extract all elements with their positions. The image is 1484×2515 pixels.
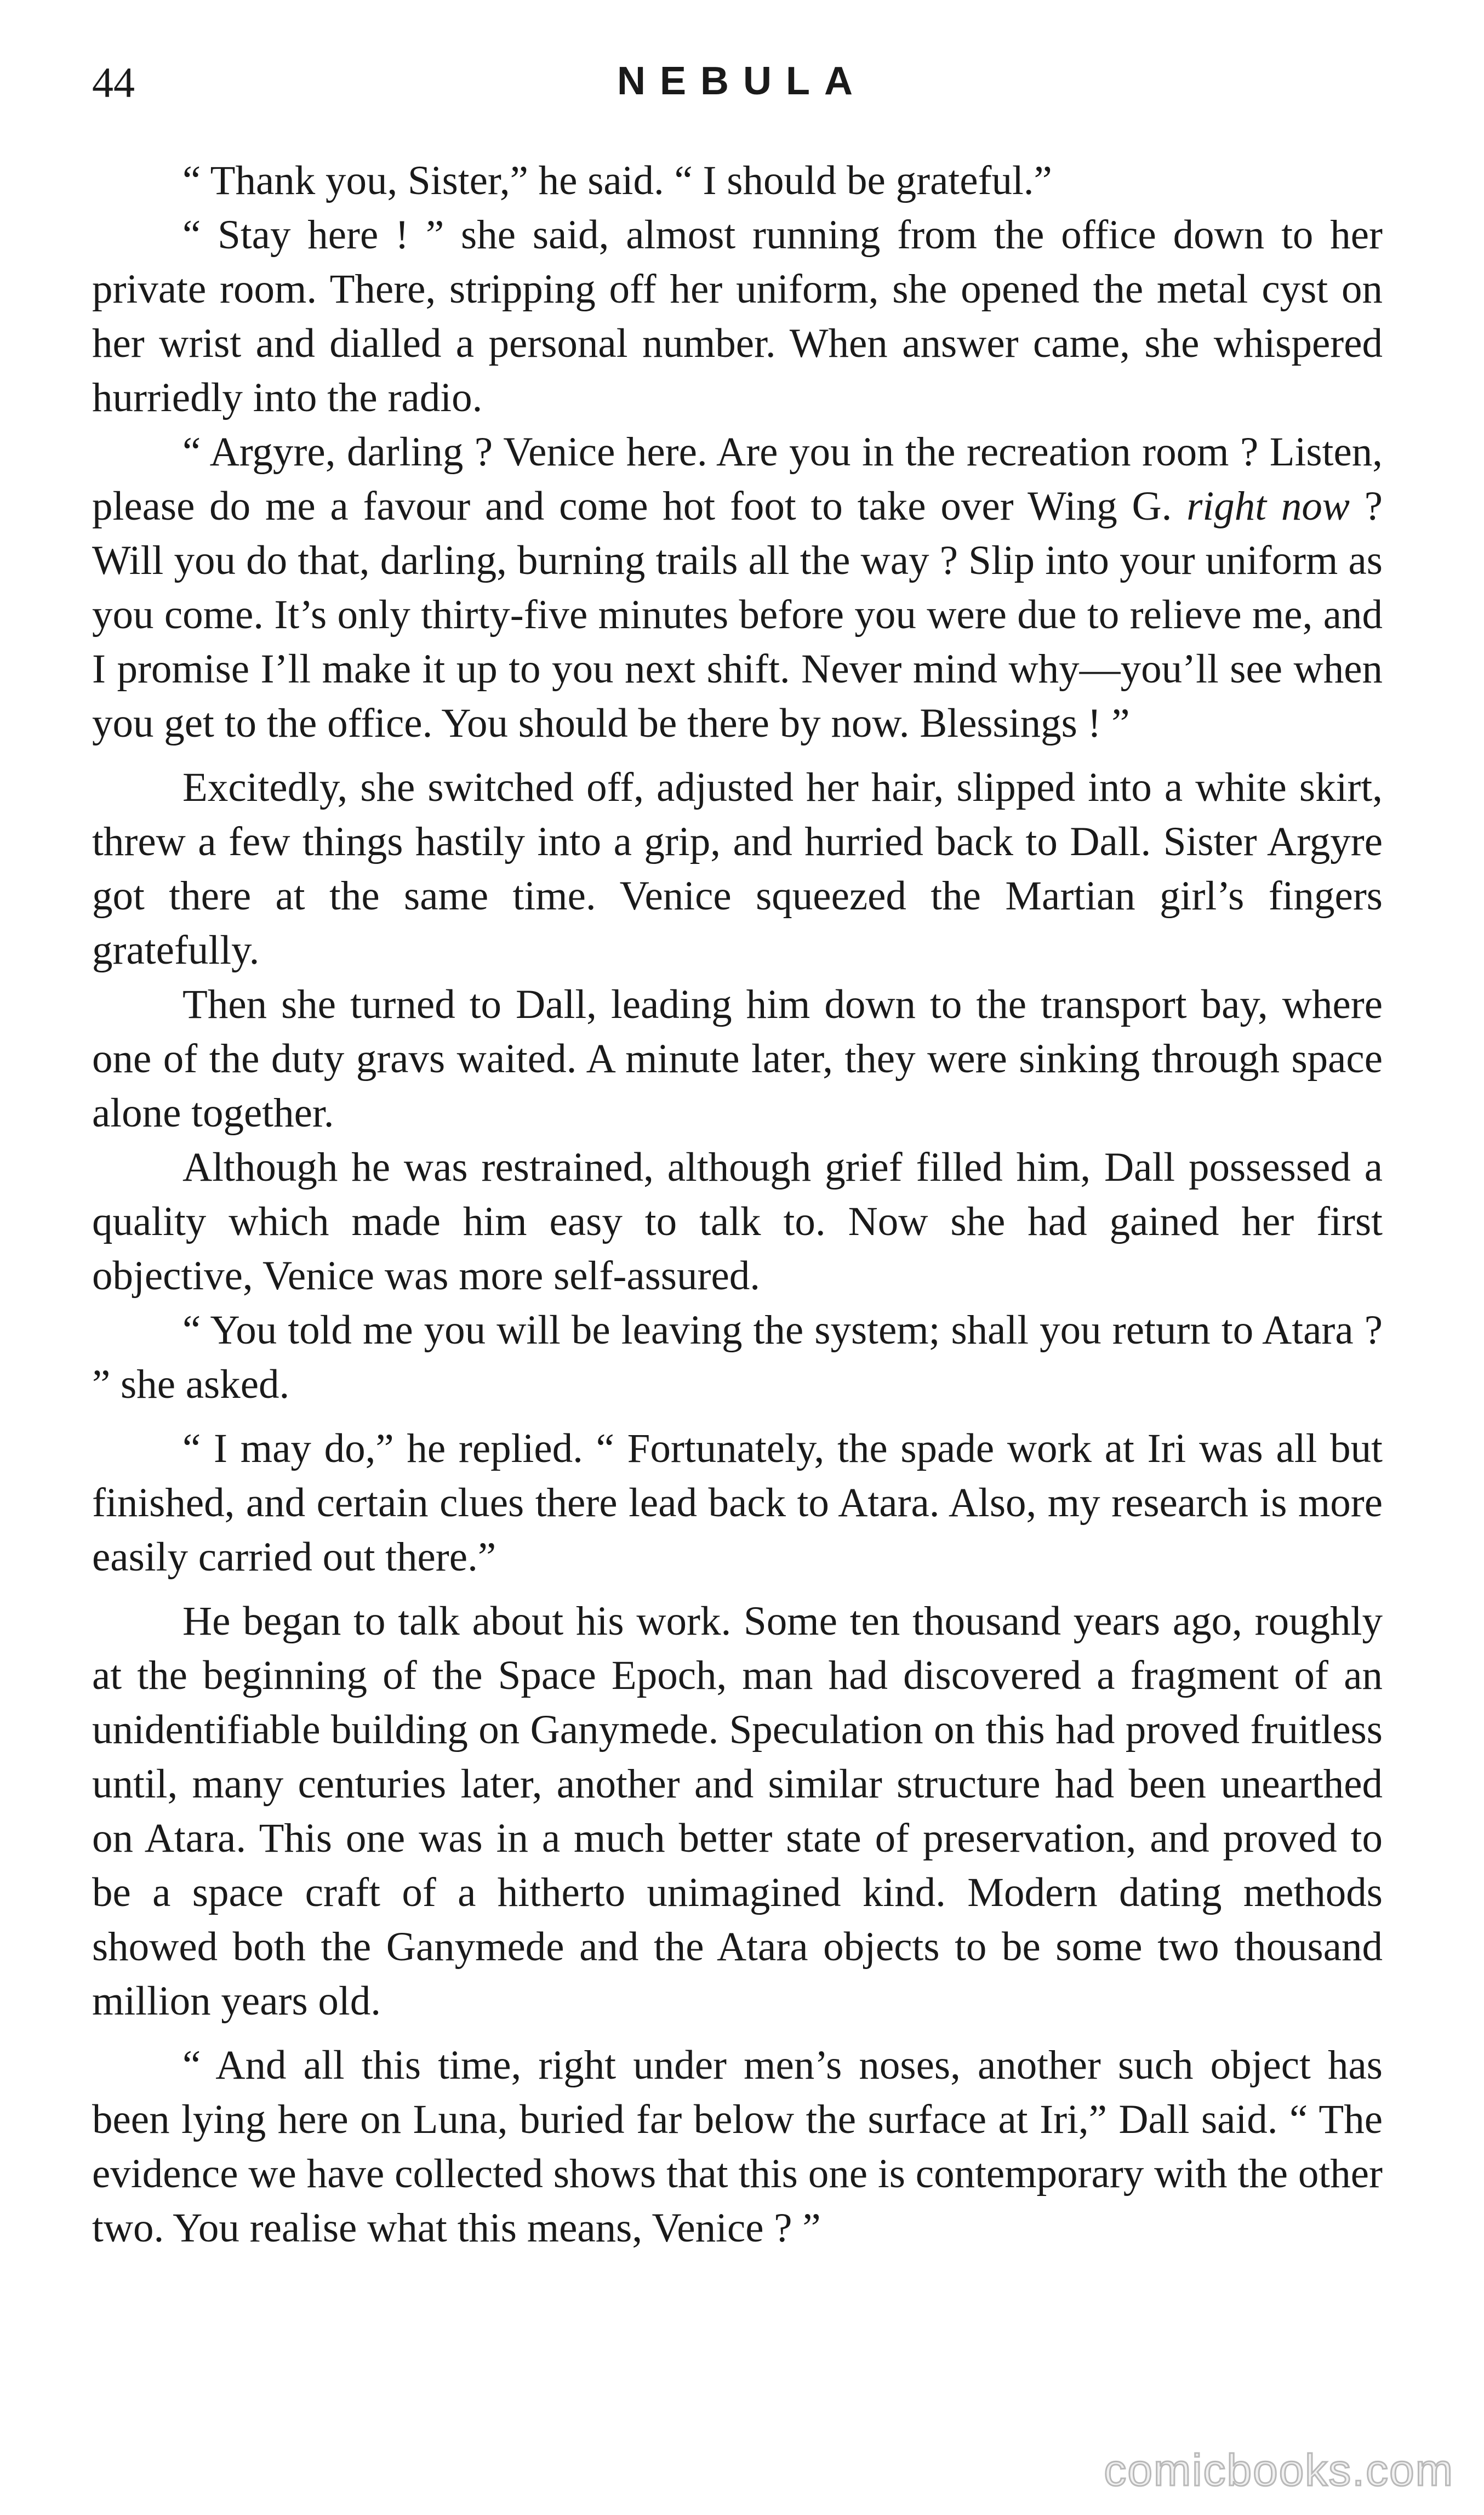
paragraph-10 [92, 2038, 1383, 2255]
watermark: comicbooks.com [1104, 2445, 1454, 2495]
paragraph-9-text: He began to talk about his work. Some ten thousand years ago, roughly at the beginning of the Space Epoch, man had discovered a fragment of an unidentifiable building on Ganymede. Speculation on this had proved fruitless until, many centuries later, another and similar structure had been unearthed on Atara. This one was in a much better state of preservation, and proved to be a space craft of a hitherto unimagined kind. Modern dating methods showed both the Ganymede and the Atara objects to be some two thousand million years old. [92, 1598, 1383, 2024]
paragraph-6 [92, 1140, 1383, 1303]
paragraph-8-text: “ I may do,” he replied. “ Fortunately, the spade work at Iri was all but finished, and certain clues there lead back to Atara. Also, my research is more easily carried out there.” [92, 1426, 1383, 1580]
paragraph-5 [92, 977, 1383, 1140]
paragraph-5-text: Then she turned to Dall, leading him down to the transport bay, where one of the duty gravs waited. A minute later, they were sinking through space alone together. [92, 982, 1383, 1136]
paragraph-3-text-a: “ Argyre, darling ? Venice here. Are you in the recreation room ? Listen, please do me a favour and come hot foot to take over Wing G. [92, 429, 1383, 529]
paragraph-3-emphasis: right now [1186, 483, 1350, 529]
paragraph-1 [92, 153, 1383, 208]
paragraph-2-text: “ Stay here ! ” she said, almost running from the office down to her private room. There, stripping off her uniform, she opened the metal cyst on her wrist and dialled a personal number. When answer came, she whispered hurriedly into the radio. [92, 212, 1383, 420]
paragraph-4 [92, 760, 1383, 977]
body-text [92, 153, 1383, 2255]
running-head: NEBULA [617, 59, 867, 103]
paragraph-3-text-b: ? Will you do that, darling, burning trails all the way ? Slip into your uniform as you come. It’s only thirty-five minutes before you were due to relieve me, and I promise I’ll make it up to you next shift. Never mind why—you’ll see when you get to the office. You should be there by now. Blessings ! ” [92, 483, 1383, 746]
paragraph-7-text: “ You told me you will be leaving the system; shall you return to Atara ? ” she asked. [92, 1307, 1383, 1407]
page-number: 44 [92, 59, 135, 106]
paragraph-3 [92, 425, 1383, 750]
paragraph-4-text: Excitedly, she switched off, adjusted her hair, slipped into a white skirt, threw a few things hastily into a grip, and hurried back to Dall. Sister Argyre got there at the same time. Venice squeezed the Martian girl’s fingers gratefully. [92, 765, 1383, 973]
paragraph-8 [92, 1421, 1383, 1584]
paragraph-1-text: “ Thank you, Sister,” he said. “ I should be grateful.” [182, 158, 1052, 203]
paragraph-2 [92, 208, 1383, 425]
paragraph-6-text: Although he was restrained, although grief filled him, Dall possessed a quality which made him easy to talk to. Now she had gained her first objective, Venice was more self-assured. [92, 1145, 1383, 1299]
paragraph-7 [92, 1303, 1383, 1412]
paragraph-9 [92, 1594, 1383, 2028]
paragraph-10-text: “ And all this time, right under men’s noses, another such object has been lying here on Luna, buried far below the surface at Iri,” Dall said. “ The evidence we have collected shows that this one is contemporary with the other two. You realise what this means, Venice ? ” [92, 2042, 1383, 2251]
